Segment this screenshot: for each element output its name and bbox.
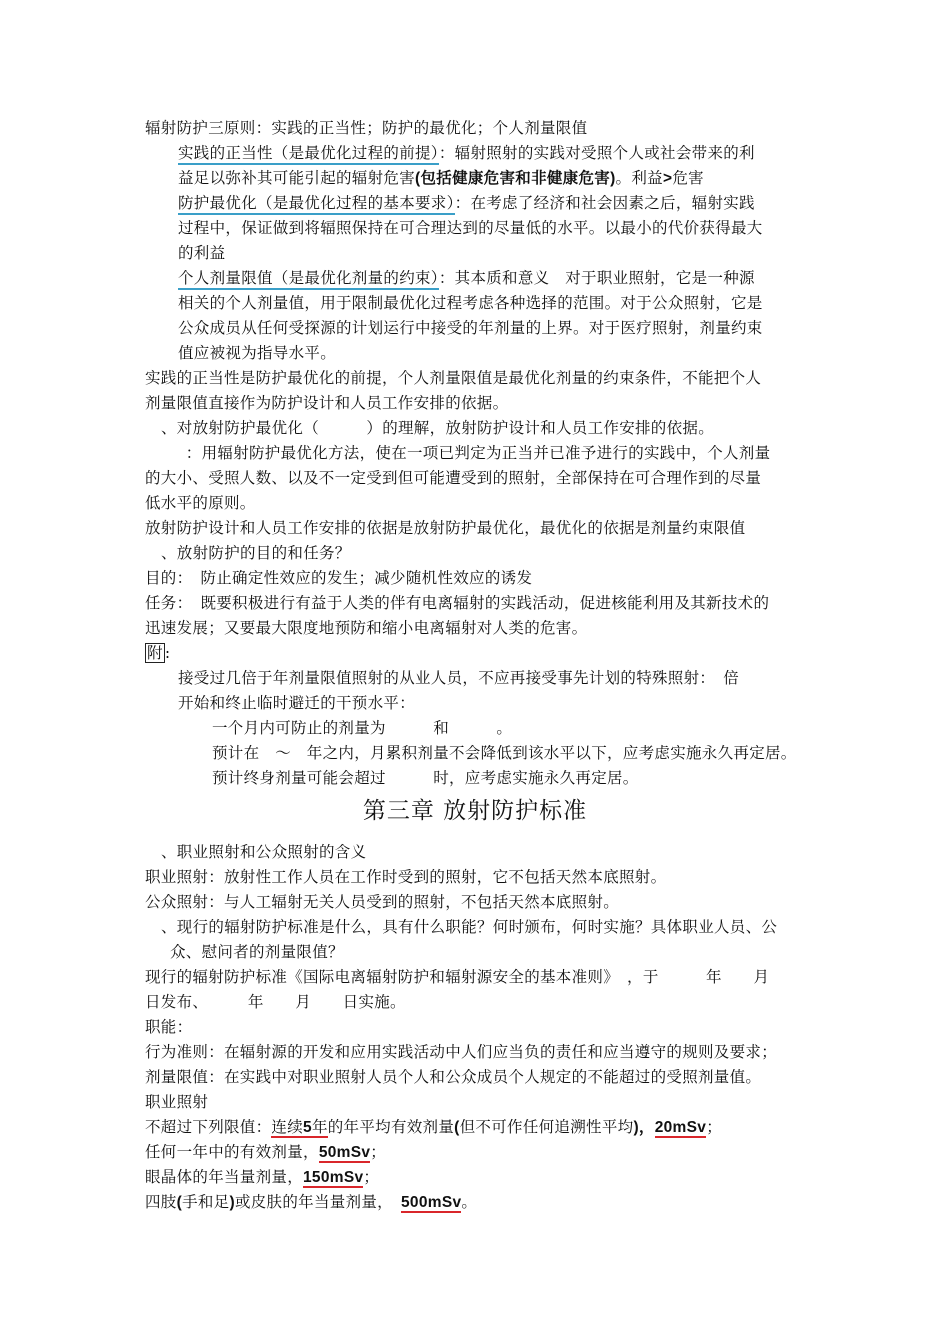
- text-line: 的大小、受照人数、以及不一定受到但可能遭受到的照射，全部保持在可合理作到的尽量: [145, 469, 762, 487]
- underlined-term: 个人剂量限值（是最优化剂量的约束）: [178, 269, 439, 290]
- text-line: 辐射防护三原则：实践的正当性；防护的最优化；个人剂量限值: [145, 119, 588, 137]
- text-line: 剂量限值：在实践中对职业照射人员个人和公众成员个人规定的不能超过的受照剂量值。: [145, 1068, 762, 1086]
- question-line: 、对放射防护最优化（ ）的理解，放射防护设计和人员工作安排的依据。: [161, 419, 715, 437]
- boxed-char: 附: [147, 644, 163, 662]
- text-line: 迅速发展；又要最大限度地预防和缩小电离辐射对人类的危害。: [145, 619, 588, 637]
- dose-value: 500mSv: [401, 1194, 462, 1211]
- limit-line: 任何一年中的有效剂量，50mSv；: [145, 1143, 387, 1161]
- dose-value: 20mSv: [654, 1119, 707, 1136]
- text-line: 预计在 ～ 年之内，月累积剂量不会降低到该水平以下，应考虑实施永久再定居。: [212, 744, 797, 762]
- text-line: 职业照射：放射性工作人员在工作时受到的照射，它不包括天然本底照射。: [145, 868, 667, 886]
- underlined-term: 实践的正当性（是最优化过程的前提）: [178, 144, 439, 165]
- text-line: 职能：: [145, 1018, 193, 1036]
- dose-value: 50mSv: [318, 1144, 371, 1161]
- question-line: 、职业照射和公众照射的含义: [161, 843, 367, 861]
- text-line: 放射防护设计和人员工作安排的依据是放射防护最优化，最优化的依据是剂量约束限值: [145, 519, 746, 537]
- text-line: ：用辐射防护最优化方法，使在一项已判定为正当并已准予进行的实践中，个人剂量: [170, 444, 771, 462]
- text-line: 过程中，保证做到将辐照保持在可合理达到的尽量低的水平。以最小的代价获得最大: [178, 219, 763, 237]
- appendix-label: 附 :: [147, 644, 171, 662]
- text-line: 实践的正当性（是最优化过程的前提）：辐射照射的实践对受照个人或社会带来的利: [178, 143, 755, 163]
- limit-line: 四肢(手和足)或皮肤的年当量剂量， 500mSv。: [145, 1193, 478, 1211]
- text-line: 职业照射: [145, 1093, 209, 1111]
- text-line: 预计终身剂量可能会超过 时，应考虑实施永久再定居。: [212, 769, 639, 787]
- text-line: 公众成员从任何受探源的计划运行中接受的年剂量的上界。对于医疗照射，剂量约束: [178, 319, 763, 337]
- text-line: 目的： 防止确定性效应的发生；减少随机性效应的诱发: [145, 569, 533, 587]
- text-line: 个人剂量限值（是最优化剂量的约束）：其本质和意义 对于职业照射，它是一种源: [178, 268, 755, 288]
- text-line: 接受过几倍于年剂量限值照射的从业人员，不应再接受事先计划的特殊照射： 倍: [178, 669, 740, 687]
- text-line: 实践的正当性是防护最优化的前提，个人剂量限值是最优化剂量的约束条件，不能把个人: [145, 369, 762, 387]
- text-line: 行为准则：在辐射源的开发和应用实践活动中人们应当负的责任和应当遵守的规则及要求；: [145, 1043, 778, 1061]
- text-line: 防护最优化（是最优化过程的基本要求）：在考虑了经济和社会因素之后，辐射实践: [178, 193, 755, 213]
- text-line: 益足以弥补其可能引起的辐射危害(包括健康危害和非健康危害)。利益>危害: [178, 169, 704, 187]
- dose-value: 150mSv: [303, 1169, 364, 1186]
- text-line: 相关的个人剂量值，用于限制最优化过程考虑各种选择的范围。对于公众照射，它是: [178, 294, 763, 312]
- limit-line: 不超过下列限值：连续5年的年平均有效剂量(但不可作任何追溯性平均)，20mSv；: [145, 1118, 722, 1136]
- text-line: 日发布、 年 月 日实施。: [145, 993, 406, 1011]
- question-line: 、放射防护的目的和任务？: [161, 544, 351, 562]
- underlined-term: 连续5年: [271, 1118, 328, 1136]
- text-line: 公众照射：与人工辐射无关人员受到的照射，不包括天然本底照射。: [145, 893, 620, 911]
- chapter-heading: 第三章 放射防护标准: [362, 798, 588, 824]
- underlined-term: 防护最优化（是最优化过程的基本要求）: [178, 194, 455, 215]
- question-line: 、现行的辐射防护标准是什么，具有什么职能？何时颁布，何时实施？具体职业人员、公: [161, 918, 778, 936]
- text-line: 现行的辐射防护标准《国际电离辐射防护和辐射源安全的基本准则》 ，于 年 月: [145, 968, 770, 986]
- limit-line: 眼晶体的年当量剂量，150mSv；: [145, 1168, 380, 1186]
- text-line: 的利益: [178, 244, 226, 262]
- text-line: 剂量限值直接作为防护设计和人员工作安排的依据。: [145, 394, 509, 412]
- text-line: 低水平的原则。: [145, 494, 256, 512]
- text-line: 开始和终止临时避迁的干预水平：: [178, 694, 416, 712]
- text-line: 众、慰问者的剂量限值？: [170, 943, 344, 961]
- text-line: 一个月内可防止的剂量为 和 。: [212, 719, 513, 737]
- text-line: 任务： 既要积极进行有益于人类的伴有电离辐射的实践活动，促进核能利用及其新技术的: [145, 594, 770, 612]
- text-line: 值应被视为指导水平。: [178, 344, 337, 362]
